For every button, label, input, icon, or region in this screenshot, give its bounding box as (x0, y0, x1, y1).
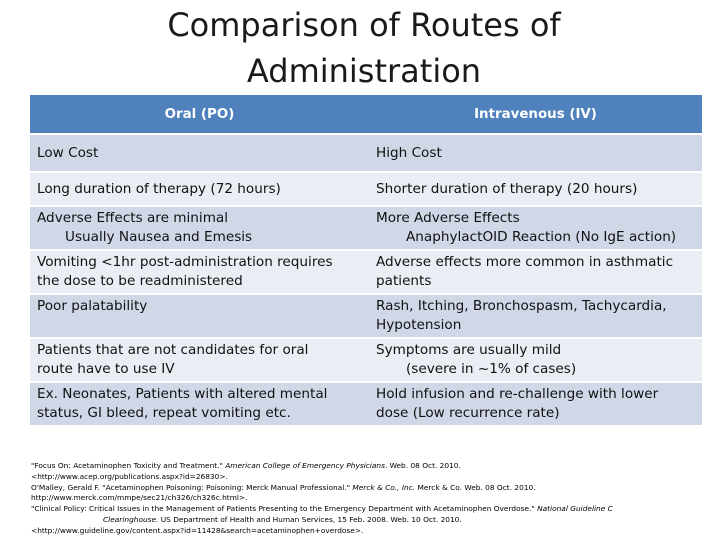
cell-iv: High Cost (369, 134, 702, 172)
reference-2: O'Malley, Gerald F. "Acetaminophen Poisoning: Poisoning: Merck Manual Professional." Merck & Co., Inc. Merck & Co. Web. 08 Oct. 2010. (31, 482, 536, 492)
header-oral: Oral (PO) (30, 95, 369, 134)
title-line-2: Administration (246, 52, 482, 90)
cell-oral: Patients that are not candidates for oral route have to use IV (30, 338, 369, 382)
reference-1-url: <http://www.acep.org/publications.aspx?id=26830>. (31, 471, 228, 481)
reference-1: "Focus On: Acetaminophen Toxicity and Treatment." American College of Emergency Physicians. Web. 08 Oct. 2010. (31, 461, 461, 470)
cell-oral: Adverse Effects are minimal Usually Nausea and Emesis (30, 206, 369, 250)
reference-3: "Clinical Policy: Critical Issues in the Management of Patients Presenting to the Emergency Department with Acetaminophen Overdose." National Guideline C (31, 504, 613, 514)
cell-iv: Shorter duration of therapy (20 hours) (369, 172, 702, 206)
cell-iv: More Adverse Effects AnaphylactOID Reaction (No IgE action) (369, 206, 702, 250)
table-header-row (30, 95, 702, 134)
cell-iv: Rash, Itching, Bronchospasm, Tachycardia, Hypotension (369, 294, 702, 338)
cell-oral: Poor palatability (30, 294, 369, 338)
cell-iv: Symptoms are usually mild (severe in ~1% of cases) (369, 338, 702, 382)
table-row (30, 338, 702, 382)
cell-oral: Long duration of therapy (72 hours) (30, 172, 369, 206)
cell-oral: Vomiting <1hr post-administration requires the dose to be readministered (30, 250, 369, 294)
cell-oral: Low Cost (30, 134, 369, 172)
reference-3-url: <http://www.guideline.gov/content.aspx?id=11428&search=acetaminophen+overdose>. (31, 525, 364, 535)
references (31, 461, 721, 537)
cell-oral: Ex. Neonates, Patients with altered mental status, GI bleed, repeat vomiting etc. (30, 382, 369, 426)
cell-iv: Hold infusion and re-challenge with lower dose (Low recurrence rate) (369, 382, 702, 426)
title-line-1: Comparison of Routes of (167, 6, 561, 44)
table-row (30, 206, 702, 250)
header-iv: Intravenous (IV) (369, 95, 702, 134)
reference-2-url: http://www.merck.com/mmpe/sec21/ch326/ch326c.html>. (31, 493, 248, 503)
reference-3-cont: Clearinghouse. US Department of Health and Human Services, 15 Feb. 2008. Web. 10 Oct. 2010. (103, 514, 462, 524)
table-row (30, 382, 702, 426)
table-row (30, 294, 702, 338)
slide-title (0, 2, 728, 94)
cell-iv: Adverse effects more common in asthmatic patients (369, 250, 702, 294)
comparison-table (30, 95, 702, 427)
table-row (30, 134, 702, 172)
table-row (30, 250, 702, 294)
table-row (30, 172, 702, 206)
